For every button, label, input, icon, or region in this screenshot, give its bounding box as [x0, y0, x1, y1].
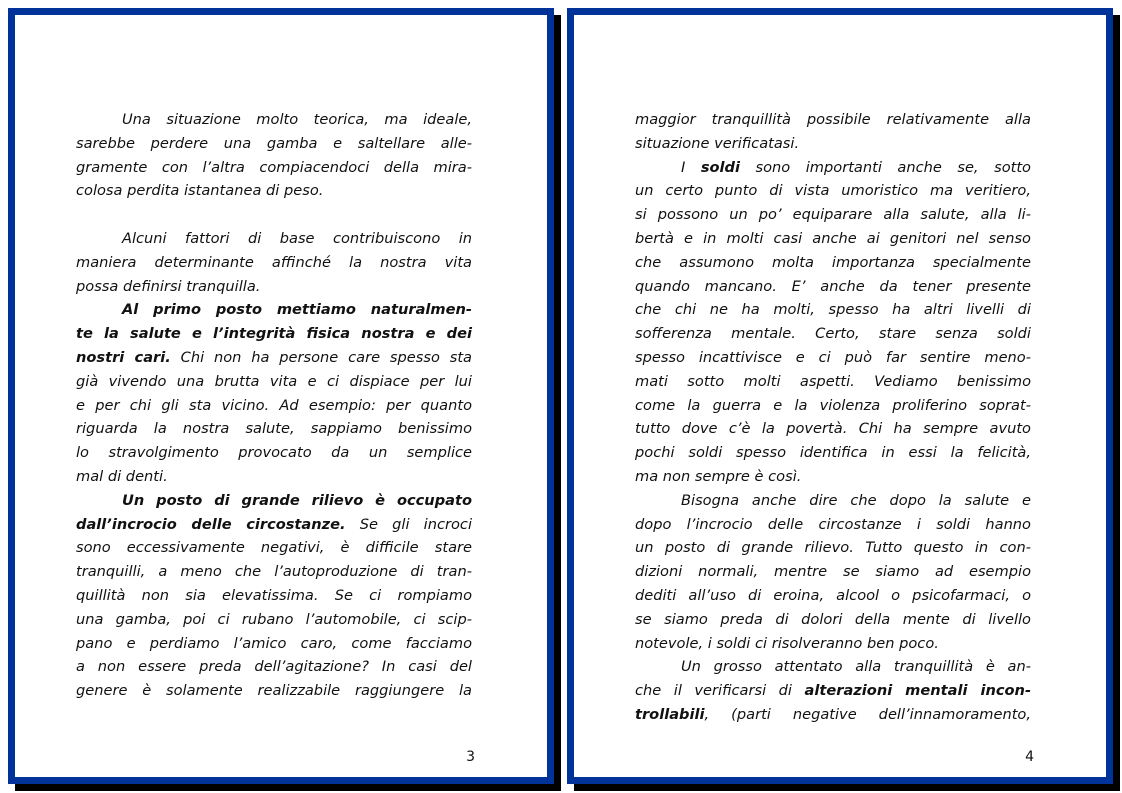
text-line: gramente con l’altra compiacendoci della mira- — [76, 158, 472, 176]
text-line: dopo l’incrocio delle circostanze i soldi hanno — [635, 515, 1031, 533]
text-line: Una situazione molto teorica, ma ideale, — [122, 111, 472, 128]
text-line: un posto di grande rilievo. Tutto questo in con- — [635, 539, 1031, 557]
text-line: quillità non sia elevatissima. Se ci rompiamo — [76, 586, 472, 604]
text-line: che assumono molta importanza specialmente — [635, 253, 1031, 271]
text-line: come la guerra e la violenza proliferino soprat- — [635, 396, 1031, 414]
text-line: Un grosso attentato alla tranquillità è an- — [681, 658, 1031, 676]
bold-text: Un posto di grande rilievo è occupato — [122, 491, 472, 509]
text-line: spesso incattivisce e ci può far sentire meno- — [635, 348, 1031, 366]
text-line — [76, 298, 472, 322]
text-line: sofferenza mentale. Certo, stare senza soldi — [635, 325, 1031, 343]
text-line: se siamo preda di dolori della mente di livello — [635, 610, 1031, 628]
bold-text: soldi — [700, 158, 740, 176]
paragraph-gap — [76, 203, 472, 227]
text-line: possa definirsi tranquilla. — [76, 277, 261, 295]
bold-text: alterazioni mentali incon- — [804, 682, 1031, 700]
text-line: che chi ne ha molti, spesso ha altri livelli di — [635, 301, 1031, 319]
text-run: sono importanti anche se, sotto — [740, 158, 1031, 176]
page-number: 3 — [466, 749, 475, 765]
text-line: sono eccessivamente negativi, è difficile stare — [76, 539, 472, 557]
text-line: sarebbe perdere una gamba e saltellare alle- — [76, 134, 472, 152]
text-line: notevole, i soldi ci risolveranno ben poco. — [635, 634, 939, 652]
text-line: colosa perdita istantanea di peso. — [76, 182, 324, 200]
text-run: che il verificarsi di — [635, 682, 805, 700]
text-line: maniera determinante affinché la nostra vita — [76, 253, 472, 271]
text-run: Chi non ha persone care spesso sta — [170, 348, 472, 366]
text-line — [635, 703, 1031, 727]
left-page-text — [76, 108, 472, 703]
text-line: riguarda la nostra salute, sappiamo benissimo — [76, 420, 472, 438]
text-line: dizioni normali, mentre se siamo ad esempio — [635, 563, 1031, 581]
text-line: bertà e in molti casi anche ai genitori nel senso — [635, 229, 1031, 247]
text-line: pochi soldi spesso identifica in essi la felicità, — [635, 444, 1031, 462]
text-run: Se gli incroci — [345, 515, 472, 533]
right-page-text — [635, 108, 1031, 727]
text-line: si possono un po’ equiparare alla salute, alla li- — [635, 206, 1031, 224]
text-line: mal di denti. — [76, 467, 168, 485]
bold-text: Al primo posto mettiamo naturalmen- — [122, 301, 472, 319]
text-line: maggior tranquillità possibile relativamente alla — [635, 111, 1031, 128]
text-line — [635, 679, 1031, 703]
text-line — [76, 322, 472, 346]
text-line: un certo punto di vista umoristico ma veritiero, — [635, 182, 1031, 200]
text-line: tranquilli, a meno che l’autoproduzione di tran- — [76, 563, 472, 581]
text-line: pano e perdiamo l’amico caro, come facciamo — [76, 634, 472, 652]
text-line: quando mancano. E’ anche da tener presente — [635, 277, 1031, 295]
text-line: ma non sempre è così. — [635, 467, 802, 485]
text-line: una gamba, poi ci rubano l’automobile, ci scip- — [76, 610, 472, 628]
text-line: genere è solamente realizzabile raggiungere la — [76, 682, 472, 700]
page-number: 4 — [1025, 749, 1034, 765]
text-line: situazione verificatasi. — [635, 134, 800, 152]
bold-text: dall’incrocio delle circostanze. — [76, 515, 346, 533]
bold-text: te la salute e l’integrità fisica nostra e dei — [76, 325, 472, 343]
text-line: Bisogna anche dire che dopo la salute e — [681, 491, 1031, 509]
text-line — [635, 156, 1031, 180]
text-line — [76, 513, 472, 537]
left-page — [8, 8, 554, 784]
text-line: lo stravolgimento provocato da un semplice — [76, 444, 472, 462]
text-line: a non essere preda dell’agitazione? In casi del — [76, 658, 472, 676]
bold-text: trollabili — [635, 705, 705, 723]
text-line: già vivendo una brutta vita e ci dispiace per lui — [76, 372, 472, 390]
text-line — [76, 346, 472, 370]
bold-text: nostri cari. — [76, 348, 171, 366]
text-line: dediti all’uso di eroina, alcool o psicofarmaci, o — [635, 586, 1031, 604]
text-run: I — [681, 158, 701, 176]
text-line: tutto dove c’è la povertà. Chi ha sempre avuto — [635, 420, 1031, 438]
text-line: e per chi gli sta vicino. Ad esempio: per quanto — [76, 396, 472, 414]
right-page — [567, 8, 1113, 784]
text-line: mati sotto molti aspetti. Vediamo benissimo — [635, 372, 1031, 390]
text-line: Alcuni fattori di base contribuiscono in — [122, 229, 472, 247]
text-line — [76, 489, 472, 513]
text-run: , (parti negative dell’innamoramento, — [704, 705, 1031, 723]
